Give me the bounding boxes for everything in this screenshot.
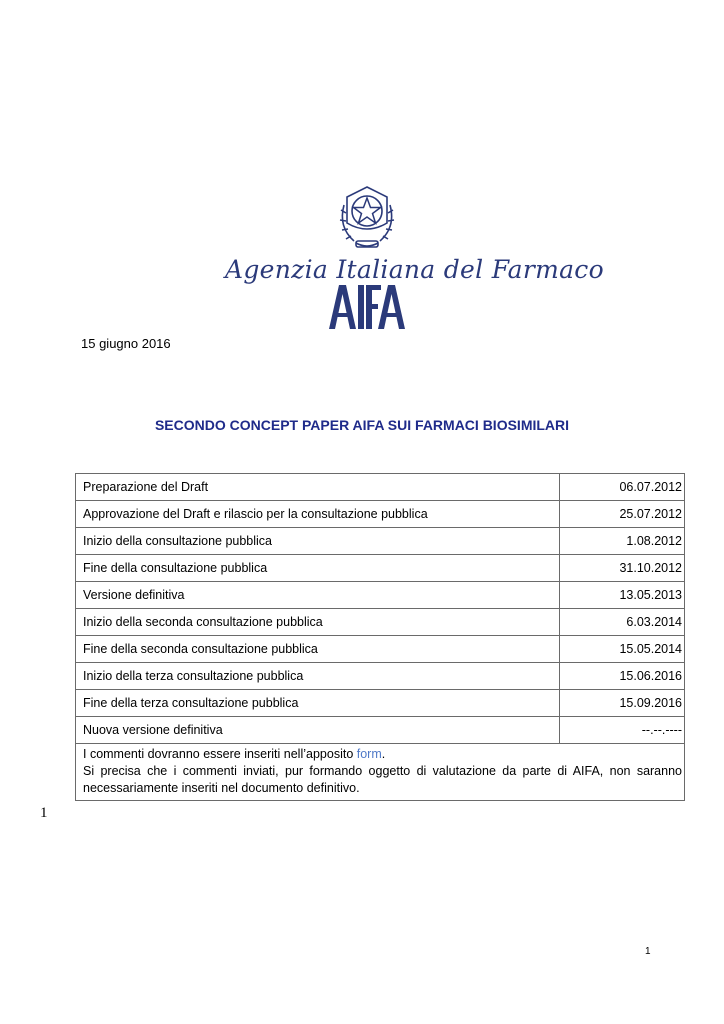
row-label: Fine della terza consultazione pubblica [76, 690, 560, 717]
row-date: 15.09.2016 [560, 690, 685, 717]
table-row [76, 636, 685, 663]
table-row [76, 717, 685, 744]
note-disclaimer: Si precisa che i commenti inviati, pur formando oggetto di valutazione da parte di AIFA, non saranno necessariamente inseriti nel documento definitivo. [83, 764, 682, 795]
page-number: 1 [645, 946, 651, 957]
aifa-wordmark [329, 285, 405, 329]
aifa-logo [200, 183, 604, 333]
row-label: Inizio della consultazione pubblica [76, 528, 560, 555]
table-row [76, 609, 685, 636]
row-date: 13.05.2013 [560, 582, 685, 609]
footnote-marker: 1 [40, 805, 48, 821]
document-title: SECONDO CONCEPT PAPER AIFA SUI FARMACI BIOSIMILARI [154, 417, 570, 433]
note-text-prefix: I commenti dovranno essere inseriti nell’apposito [83, 747, 357, 761]
row-label: Approvazione del Draft e rilascio per la consultazione pubblica [76, 501, 560, 528]
table-row [76, 690, 685, 717]
table-row [76, 663, 685, 690]
row-label: Nuova versione definitiva [76, 717, 560, 744]
row-date: 31.10.2012 [560, 555, 685, 582]
row-label: Versione definitiva [76, 582, 560, 609]
row-label: Inizio della terza consultazione pubblica [76, 663, 560, 690]
row-date: 25.07.2012 [560, 501, 685, 528]
note-row [76, 744, 685, 801]
row-label: Fine della consultazione pubblica [76, 555, 560, 582]
document-date: 15 giugno 2016 [81, 336, 171, 351]
row-date: 06.07.2012 [560, 474, 685, 501]
table-row [76, 582, 685, 609]
row-date: 15.05.2014 [560, 636, 685, 663]
form-link[interactable]: form [356, 747, 382, 761]
row-label: Fine della seconda consultazione pubblica [76, 636, 560, 663]
table-row [76, 528, 685, 555]
note-text-suffix: . [381, 747, 386, 761]
table-row [76, 555, 685, 582]
row-date: 1.08.2012 [560, 528, 685, 555]
row-label: Inizio della seconda consultazione pubblica [76, 609, 560, 636]
row-date: --.--.---- [560, 717, 685, 744]
table-row [76, 474, 685, 501]
comments-note [76, 744, 685, 801]
row-date: 6.03.2014 [560, 609, 685, 636]
row-date: 15.06.2016 [560, 663, 685, 690]
schedule-table [75, 473, 685, 801]
row-label: Preparazione del Draft [76, 474, 560, 501]
agency-name: Agenzia Italiana del Farmaco [225, 255, 604, 284]
table-row [76, 501, 685, 528]
italian-republic-emblem-icon [334, 183, 400, 255]
